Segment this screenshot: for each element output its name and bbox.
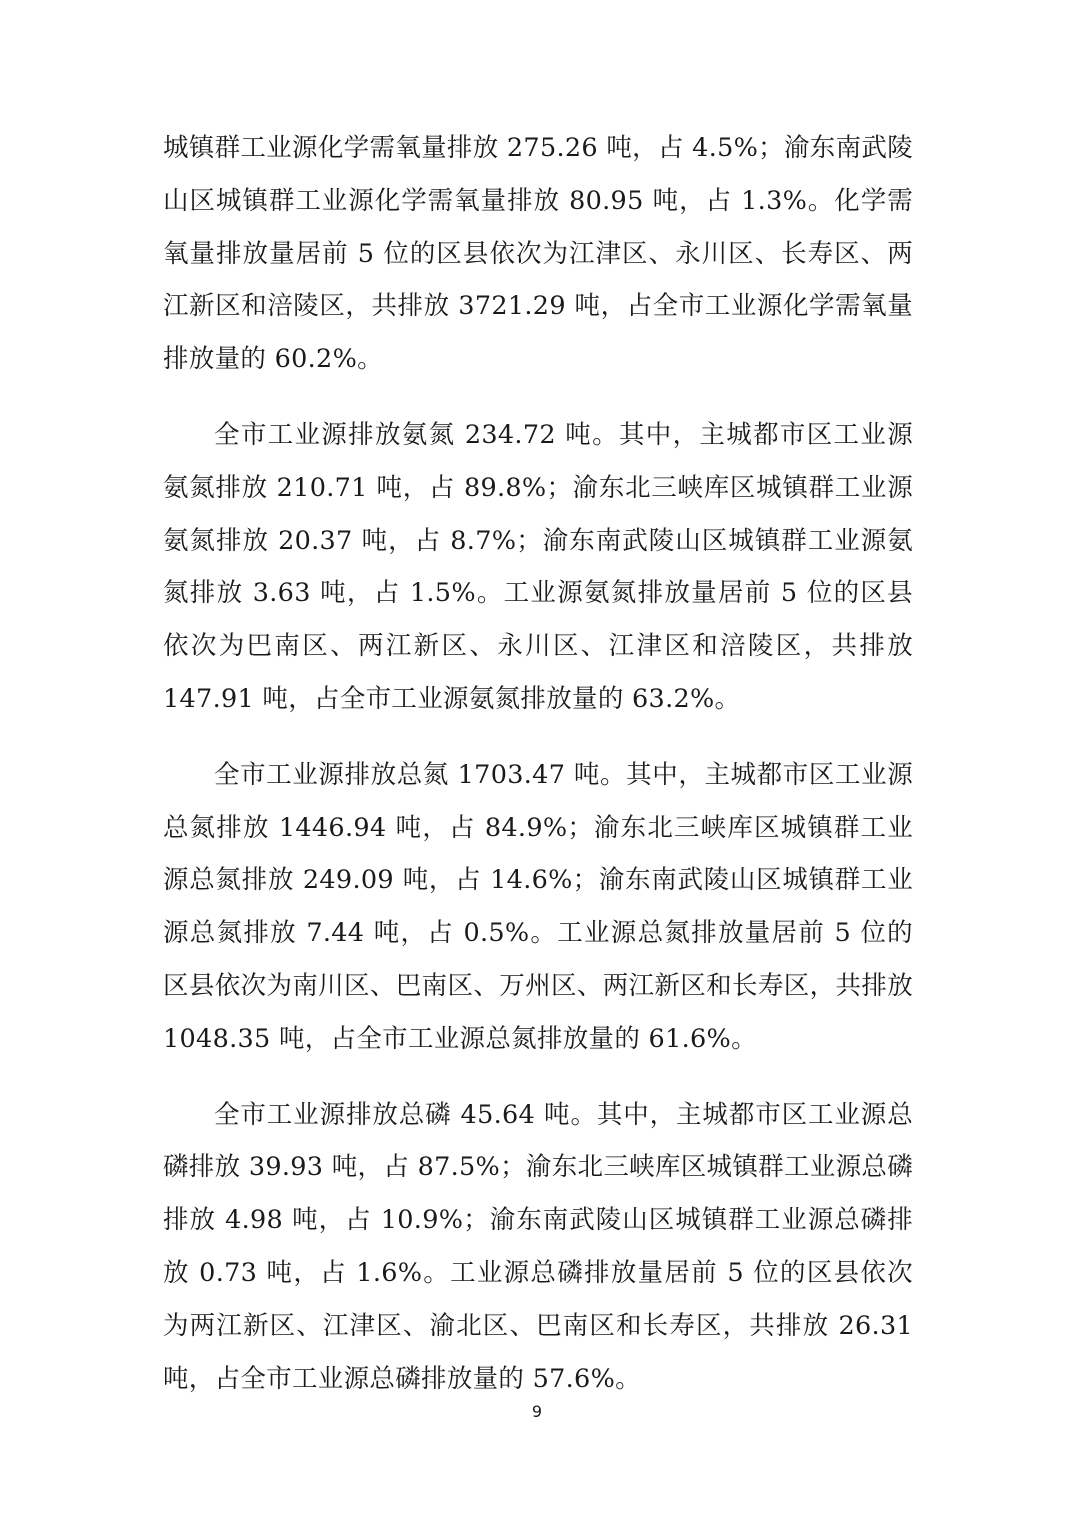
paragraph-cod-continued: 城镇群工业源化学需氧量排放 275.26 吨，占 4.5%；渝东南武陵山区城镇群工业源化学需氧量排放 80.95 吨，占 1.3%。化学需氧量排放量居前 5 位的区县依次为江津区、永川区、长寿区、两江新区和涪陵区，共排放 3721.29 吨，占全市工业源化学需氧量排放量的 60.2%。: [163, 133, 913, 375]
paragraph-ammonia-nitrogen: 全市工业源排放氨氮 234.72 吨。其中，主城都市区工业源氨氮排放 210.71 吨，占 89.8%；渝东北三峡库区城镇群工业源氨氮排放 20.37 吨，占 8.7%；渝东南武陵山区城镇群工业源氨氮排放 3.63 吨，占 1.5%。工业源氨氮排放量居前 5 位的区县依次为巴南区、两江新区、永川区、江津区和涪陵区，共排放 147.91 吨，占全市工业源氨氮排放量的 63.2%。: [163, 419, 913, 714]
paragraph-total-phosphorus: 全市工业源排放总磷 45.64 吨。其中，主城都市区工业源总磷排放 39.93 吨，占 87.5%；渝东北三峡库区城镇群工业源总磷排放 4.98 吨，占 10.9%；渝东南武陵山区城镇群工业源总磷排放 0.73 吨，占 1.6%。工业源总磷排放量居前 5 位的区县依次为两江新区、江津区、渝北区、巴南区和长寿区，共排放 26.31 吨，占全市工业源总磷排放量的 57.6%。: [163, 1099, 913, 1394]
page-number: 9: [531, 1402, 543, 1421]
paragraph-total-nitrogen: 全市工业源排放总氮 1703.47 吨。其中，主城都市区工业源总氮排放 1446.94 吨，占 84.9%；渝东北三峡库区城镇群工业源总氮排放 249.09 吨，占 14.6%；渝东南武陵山区城镇群工业源总氮排放 7.44 吨，占 0.5%。工业源总氮排放量居前 5 位的区县依次为南川区、巴南区、万州区、两江新区和长寿区，共排放 1048.35 吨，占全市工业源总氮排放量的 61.6%。: [163, 759, 913, 1054]
document-body: [163, 122, 913, 1428]
